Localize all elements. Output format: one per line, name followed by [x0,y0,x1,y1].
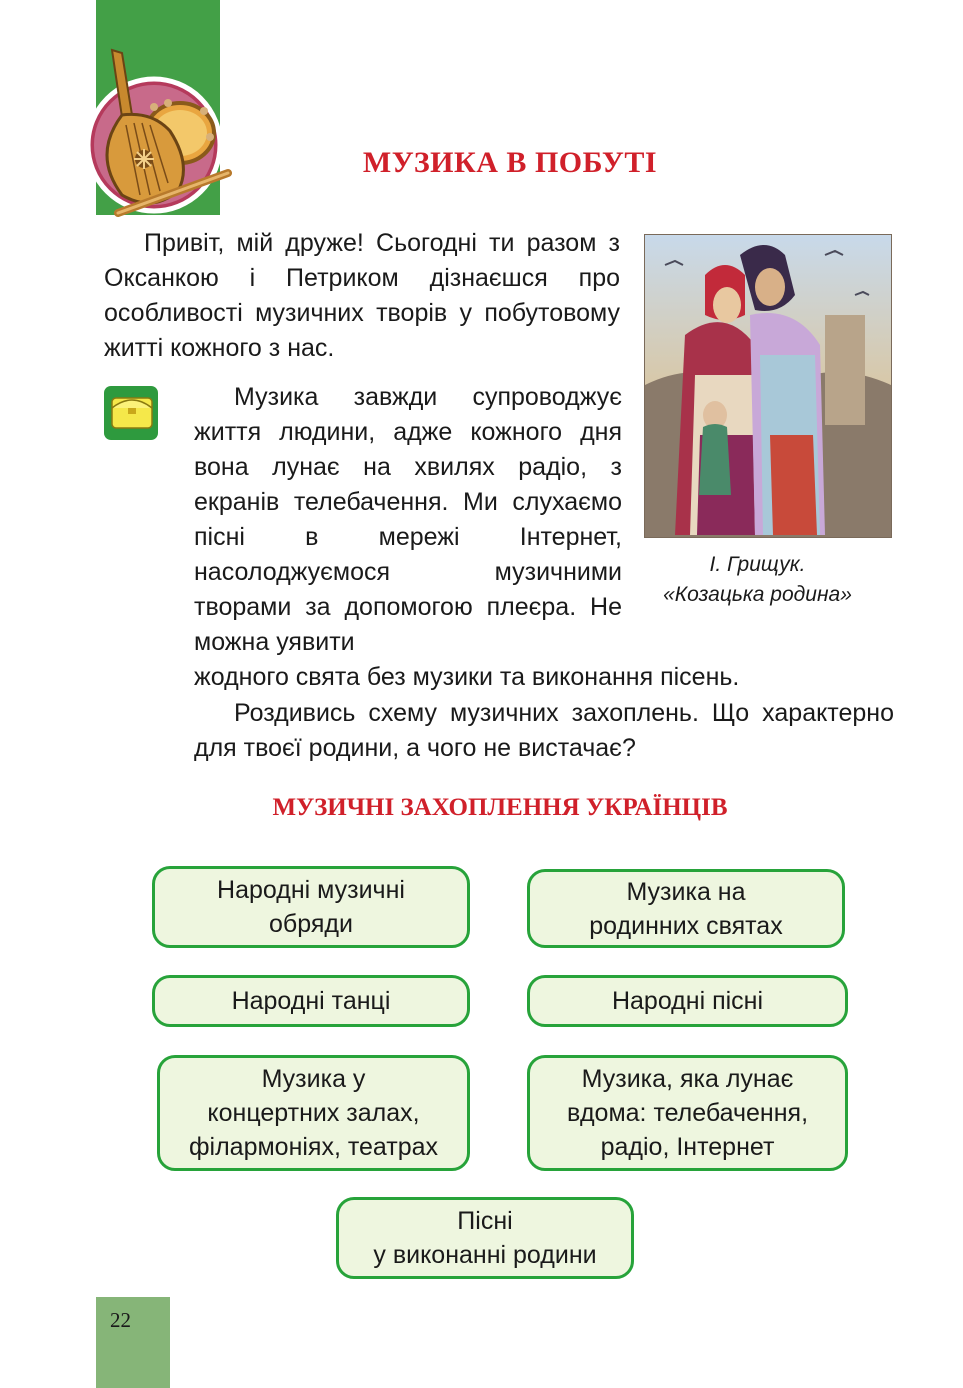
diagram-box-home-media [527,1055,848,1171]
diagram-title: МУЗИЧНІ ЗАХОПЛЕННЯ УКРАЇНЦІВ [272,794,728,821]
diagram-box-family-holidays [527,869,845,948]
diagram-box-label: Народні музичні обряди [217,876,405,938]
diagram-box-folk-rituals [152,866,470,948]
diagram-box-family-songs [336,1197,634,1279]
painting-caption [630,550,885,610]
chest-icon [104,386,158,440]
caption-author: І. Грищук. [709,553,806,576]
diagram-box-label: Пісні у виконанні родини [373,1207,597,1269]
caption-title: «Козацька родина» [663,583,852,606]
page-title: МУЗИКА В ПОБУТІ [362,146,658,179]
diagram-box-label: Народні танці [231,987,391,1015]
diagram-box-label: Народні пісні [611,987,764,1015]
main-paragraph-part3: Роздивись схему музичних захоплень. Що характерно для твоєї родини, а чого не вистачає? [194,699,894,762]
diagram-box-folk-dances [152,975,470,1027]
page-number: 22 [110,1308,131,1332]
intro-paragraph: Привіт, мій друже! Сьогодні ти разом з Оксанкою і Петриком дізнаєшся про особливості музичних творів у побутовому житті кожного з нас. [104,229,620,362]
painting-kozatska-rodyna [644,234,892,538]
main-paragraph-part2: жодного свята без музики та виконання пісень. [194,663,740,691]
main-paragraph-part1: Музика завжди супроводжує життя людини, адже кожного дня вона лунає на хвилях радіо, з екранів телебачення. Ми слухаємо пісні в мережі Інтернет, насолоджуємося музичними творами за допомогою плеєра. Не можна уявити [194,383,622,656]
diagram-box-folk-songs [527,975,848,1027]
footer-green-tab [96,1297,170,1388]
diagram-box-label: Музика, яка лунає вдома: телебачення, радіо, Інтернет [566,1065,809,1161]
bandura-tambourine-sopilka-icon [82,45,232,225]
diagram-box-label: Музика у концертних залах, філармоніях, театрах [188,1065,439,1161]
diagram-box-concert-halls [157,1055,470,1171]
diagram-box-label: Музика на родинних святах [589,877,783,940]
